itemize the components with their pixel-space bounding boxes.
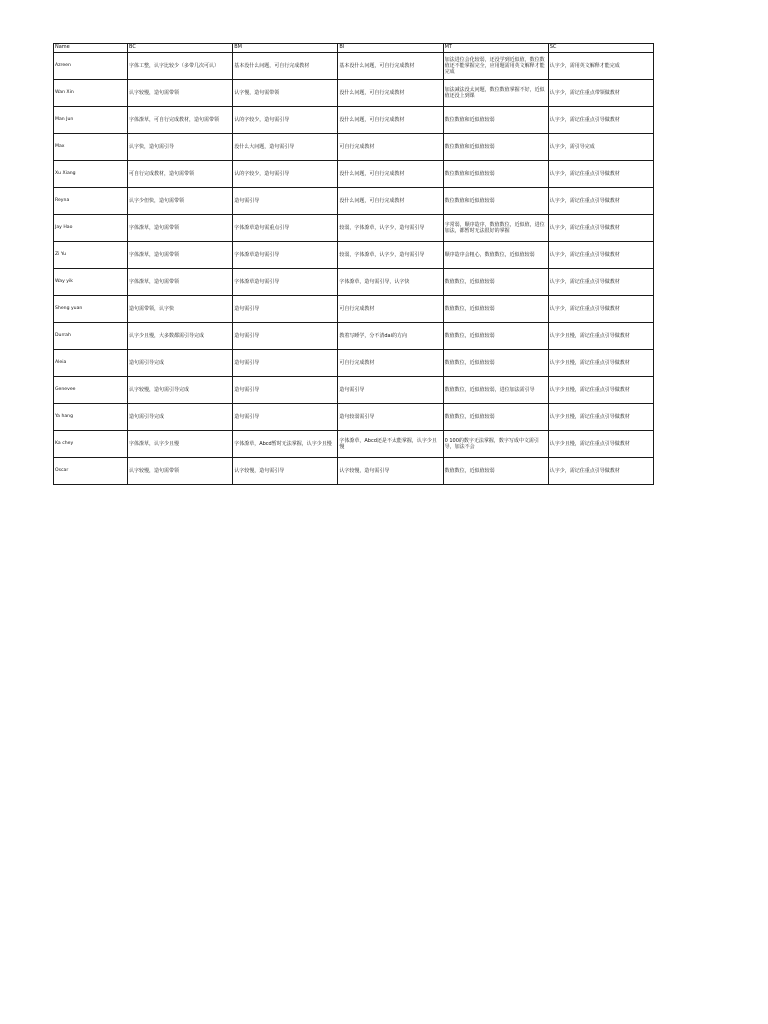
cell-mt: 数值数位，近似值较弱 [443,350,548,377]
cell-bm: 造句需引导 [233,188,338,215]
table-row [54,161,654,188]
spreadsheet-page [53,43,653,485]
cell-bm: 字体潦草造句需重点引导 [233,215,338,242]
cell-name: Aleia [54,350,128,377]
cell-mt: 数位数值和近似值较弱 [443,107,548,134]
table-body [54,53,654,485]
cell-sc: 认字少且慢，需记住重点引导做教材 [548,404,653,431]
cell-bm: 基本没什么问题，可自行完成教材 [233,53,338,80]
cell-bc: 字体潦草，造句需带领 [128,215,233,242]
cell-bc: 字体潦草，造句需带领 [128,242,233,269]
cell-name: Ya hang [54,404,128,431]
cell-bm: 字体潦草造句需引导 [233,269,338,296]
table-row [54,80,654,107]
cell-sc: 认字少，需记住重点引导做教材 [548,107,653,134]
cell-mt: 数位数值和近似值较弱 [443,188,548,215]
cell-sc: 认字少，需引导完成 [548,134,653,161]
cell-bc: 字体潦草，造句需带领 [128,269,233,296]
table-row [54,350,654,377]
cell-bm: 造句需引导 [233,323,338,350]
cell-bc: 造句需引导完成 [128,404,233,431]
cell-bi: 造句需引导 [338,377,443,404]
cell-mt: 数值数位，近似值较弱，进位加法需引导 [443,377,548,404]
cell-bi: 字体潦草，Abcd还是不太能掌握，认字少且慢 [338,431,443,458]
cell-bi: 可自行完成教材 [338,134,443,161]
cell-name: Wan Xin [54,80,128,107]
cell-bm: 字体潦草，Abcd暂时无法掌握，认字少且慢 [233,431,338,458]
table-row [54,53,654,80]
cell-bm: 造句需引导 [233,377,338,404]
header-cell-name: Name [54,44,128,53]
cell-bm: 造句需引导 [233,404,338,431]
cell-name: Azreen [54,53,128,80]
cell-sc: 认字少，需记住重点引导做教材 [548,458,653,485]
cell-sc: 认字少且慢，需记住重点引导做教材 [548,431,653,458]
cell-bi: 基本没什么问题，可自行完成教材 [338,53,443,80]
cell-mt: 数值数位，近似值较弱 [443,296,548,323]
cell-bm: 字体潦草造句需引导 [233,242,338,269]
cell-mt: 0 100的数字无法掌握，数字写成中文需引导，加法不会 [443,431,548,458]
cell-bc: 造句需引导完成 [128,350,233,377]
cell-mt: 数值数位，近似值较弱 [443,269,548,296]
cell-sc: 认字少，需记住重点引导做教材 [548,242,653,269]
cell-sc: 认字少且慢，需记住重点引导做教材 [548,323,653,350]
table-row [54,431,654,458]
cell-sc: 认字少且慢，需记住重点引导做教材 [548,350,653,377]
cell-bc: 造句需带领，认字快 [128,296,233,323]
table-row [54,377,654,404]
cell-bc: 认字较慢，造句需带领 [128,458,233,485]
cell-bm: 造句需引导 [233,296,338,323]
cell-sc: 认字少，需记住重点引导做教材 [548,296,653,323]
cell-name: Reyna [54,188,128,215]
cell-bi: 较弱，字体潦草，认字少，造句需引导 [338,242,443,269]
cell-bc: 认字少但快，造句需带领 [128,188,233,215]
table-row [54,242,654,269]
cell-mt: 数位数值和近似值较弱 [443,161,548,188]
cell-name: Zi Yu [54,242,128,269]
cell-mt: 数值数位，近似值较弱 [443,323,548,350]
cell-sc: 认字少且慢，需记住重点引导做教材 [548,377,653,404]
cell-mt: 加法进位会化较弱，还没学到近似值，数位数值还不能掌握完全，应用题需用英文解释才能完成 [443,53,548,80]
cell-bm: 造句需引导 [233,350,338,377]
header-cell-sc: SC [548,44,653,53]
cell-bi: 较弱，字体潦草，认字少，造句需引导 [338,215,443,242]
cell-mt: 字常弱，顺序造序，数值数位，近似值，进位加法，都暂时无法很好的掌握 [443,215,548,242]
table-row [54,107,654,134]
header-cell-mt: MT [443,44,548,53]
cell-bm: 认的字较少，造句需引导 [233,107,338,134]
cell-bm: 认字较慢，造句需引导 [233,458,338,485]
header-cell-bm: BM [233,44,338,53]
cell-bm: 认的字较少，造句需引导 [233,161,338,188]
table-row [54,215,654,242]
table-row [54,404,654,431]
cell-sc: 认字少，需用英文解释才能完成 [548,53,653,80]
cell-bi: 教着写睡学，分不清dai的方向 [338,323,443,350]
cell-bc: 认字少且慢，大多数都需引导完成 [128,323,233,350]
cell-bi: 没什么问题，可自行完成教材 [338,107,443,134]
cell-name: Genevee [54,377,128,404]
cell-bm: 没什么大问题，造句需引导 [233,134,338,161]
header-cell-bc: BC [128,44,233,53]
cell-bi: 没什么问题，可自行完成教材 [338,80,443,107]
table-row [54,323,654,350]
cell-mt: 数位数值和近似值较弱 [443,134,548,161]
cell-bc: 认字较慢，造句需带领 [128,80,233,107]
cell-bi: 没什么问题，可自行完成教材 [338,161,443,188]
cell-name: Max [54,134,128,161]
cell-name: Oscar [54,458,128,485]
cell-name: Way yik [54,269,128,296]
cell-name: Xu Xiang [54,161,128,188]
cell-bi: 认字较慢，造句需引导 [338,458,443,485]
cell-sc: 认字少，需记住重点引导做教材 [548,188,653,215]
cell-mt: 加法减法没太问题，数位数值掌握不好，近似值还没上到课 [443,80,548,107]
cell-bc: 字体潦草，认字少且慢 [128,431,233,458]
cell-bi: 可自行完成教材 [338,350,443,377]
cell-name: Man Jun [54,107,128,134]
cell-bc: 认字快，造句需引导 [128,134,233,161]
table-row [54,188,654,215]
cell-bi: 没什么问题，可自行完成教材 [338,188,443,215]
cell-bi: 可自行完成教材 [338,296,443,323]
header-row [54,44,654,53]
table-row [54,296,654,323]
cell-name: Sheng yuan [54,296,128,323]
cell-bc: 认字较慢，造句需引导完成 [128,377,233,404]
table-row [54,458,654,485]
header-cell-bi: BI [338,44,443,53]
table-row [54,269,654,296]
cell-bc: 字体潦草，可自行完成教材，造句需带领 [128,107,233,134]
student-notes-table [53,43,654,485]
cell-sc: 认字少，需记住重点引导做教材 [548,161,653,188]
cell-mt: 数值数位，近似值较弱 [443,458,548,485]
cell-mt: 数值数位，近似值较弱 [443,404,548,431]
cell-name: Jay Hao [54,215,128,242]
cell-sc: 认字少，需记住重点引导做教材 [548,215,653,242]
cell-bi: 造句较弱需引导 [338,404,443,431]
cell-name: Ka chey [54,431,128,458]
cell-bc: 可自行完成教材，造句需带领 [128,161,233,188]
cell-bm: 认字慢，造句需带领 [233,80,338,107]
cell-mt: 顺序造序会粗心，数值数位，近似值较弱 [443,242,548,269]
cell-bi: 字体潦草，造句需引导，认字快 [338,269,443,296]
cell-bc: 字体工整，认字比较少（多带几次可认） [128,53,233,80]
cell-sc: 认字少，需记住重点引导做教材 [548,269,653,296]
cell-name: Durrah [54,323,128,350]
cell-sc: 认字少，需记住重点带领做教材 [548,80,653,107]
table-row [54,134,654,161]
